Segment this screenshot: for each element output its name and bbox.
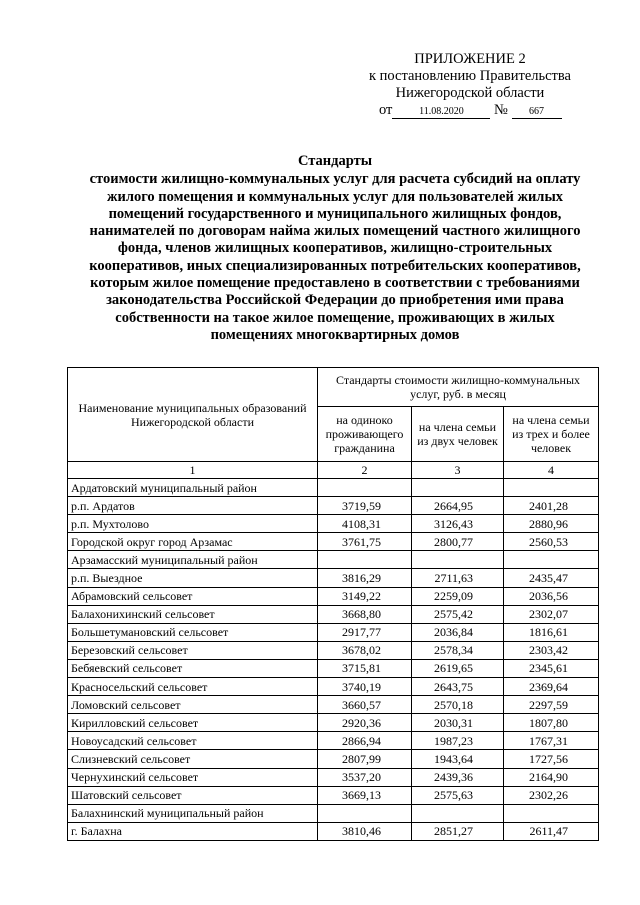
table-row — [68, 659, 599, 677]
cell-single-person-value: 3668,80 — [318, 605, 412, 623]
column-number: 4 — [504, 462, 599, 479]
title-line: нанимателей по договорам найма жилых помещений частного жилищного — [89, 223, 581, 240]
date-prefix: от — [379, 102, 393, 118]
cell-two-person-value: 2259,09 — [412, 587, 504, 605]
decree-number: 667 — [512, 106, 562, 119]
cell-two-person-value: 2439,36 — [412, 768, 504, 786]
header-three-plus-family: на члена семьи из трех и более человек — [504, 407, 599, 462]
title-line: законодательства Российской Федерации до приобретения ими права — [106, 292, 564, 309]
cell-municipality-name: Новоусадский сельсовет — [68, 732, 318, 750]
cell-three-plus-value: 1816,61 — [504, 623, 599, 641]
standards-table — [67, 367, 599, 841]
number-prefix: № — [494, 102, 508, 118]
cell-three-plus-value: 2435,47 — [504, 569, 599, 587]
cell-single-person-value: 3719,59 — [318, 497, 412, 515]
title-line: помещениях многоквартирных домов — [210, 326, 460, 343]
cell-municipality-name: р.п. Ардатов — [68, 497, 318, 515]
cell-municipality-name: г. Балахна — [68, 822, 318, 840]
cell-three-plus-value: 2560,53 — [504, 533, 599, 551]
cell-three-plus-value: 2401,28 — [504, 497, 599, 515]
cell-three-plus-value — [504, 551, 599, 569]
title-line: собственности на такое жилое помещение, проживающих в жилых — [115, 309, 555, 326]
cell-three-plus-value: 1807,80 — [504, 714, 599, 732]
cell-three-plus-value: 1727,56 — [504, 750, 599, 768]
cell-single-person-value — [318, 479, 412, 497]
table-row — [68, 605, 599, 623]
cell-three-plus-value: 2302,26 — [504, 786, 599, 804]
cell-two-person-value: 2711,63 — [412, 569, 504, 587]
cell-two-person-value: 2036,84 — [412, 623, 504, 641]
cell-three-plus-value: 2611,47 — [504, 822, 599, 840]
cell-three-plus-value: 2164,90 — [504, 768, 599, 786]
cell-municipality-name: Ардатовский муниципальный район — [68, 479, 318, 497]
cell-three-plus-value: 2302,07 — [504, 605, 599, 623]
table-row — [68, 750, 599, 768]
cell-two-person-value: 2030,31 — [412, 714, 504, 732]
cell-municipality-name: Ломовский сельсовет — [68, 696, 318, 714]
cell-municipality-name: Слизневский сельсовет — [68, 750, 318, 768]
title-heading: Стандарты — [297, 153, 373, 169]
cell-single-person-value: 3810,46 — [318, 822, 412, 840]
cell-single-person-value: 3740,19 — [318, 678, 412, 696]
cell-two-person-value: 2643,75 — [412, 678, 504, 696]
cell-municipality-name: Абрамовский сельсовет — [68, 587, 318, 605]
document-title — [40, 153, 630, 344]
cell-two-person-value — [412, 804, 504, 822]
table-row — [68, 515, 599, 533]
cell-municipality-name: Красносельский сельсовет — [68, 678, 318, 696]
table-body — [68, 479, 599, 841]
cell-two-person-value: 2575,63 — [412, 786, 504, 804]
appendix-label: ПРИЛОЖЕНИЕ 2 — [414, 51, 526, 67]
cell-municipality-name: р.п. Выездное — [68, 569, 318, 587]
table-row — [68, 497, 599, 515]
cell-municipality-name: Балахнинский муниципальный район — [68, 804, 318, 822]
cell-single-person-value: 3669,13 — [318, 786, 412, 804]
table-row — [68, 551, 599, 569]
cell-municipality-name: р.п. Мухтолово — [68, 515, 318, 533]
cell-municipality-name: Балахонихинский сельсовет — [68, 605, 318, 623]
table-row — [68, 804, 599, 822]
title-line: фонда, членов жилищных кооперативов, жилищно-строительных — [117, 240, 553, 257]
cell-three-plus-value — [504, 479, 599, 497]
header-two-person-family: на члена семьи из двух человек — [412, 407, 504, 462]
table-row — [68, 587, 599, 605]
cell-municipality-name: Березовский сельсовет — [68, 641, 318, 659]
cell-three-plus-value: 2303,42 — [504, 641, 599, 659]
title-line: кооперативов, иных специализированных потребительских кооперативов, — [89, 257, 581, 274]
cell-two-person-value — [412, 551, 504, 569]
decree-date: 11.08.2020 — [392, 106, 490, 119]
cell-municipality-name: Бебяевский сельсовет — [68, 659, 318, 677]
registration-line — [379, 102, 562, 119]
cell-single-person-value — [318, 551, 412, 569]
cell-single-person-value: 3761,75 — [318, 533, 412, 551]
cell-two-person-value: 3126,43 — [412, 515, 504, 533]
cell-two-person-value: 2619,65 — [412, 659, 504, 677]
title-line: жилого помещения и коммунальных услуг для пользователей жилых — [106, 188, 564, 205]
table-row — [68, 641, 599, 659]
cell-single-person-value: 4108,31 — [318, 515, 412, 533]
cell-municipality-name: Городской округ город Арзамас — [68, 533, 318, 551]
cell-three-plus-value: 2345,61 — [504, 659, 599, 677]
cell-two-person-value: 2575,42 — [412, 605, 504, 623]
title-line: которым жилое помещение предоставлено в соответствии с требованиями — [90, 275, 580, 292]
cell-two-person-value: 1987,23 — [412, 732, 504, 750]
title-line: стоимости жилищно-коммунальных услуг для расчета субсидий на оплату — [89, 171, 581, 188]
table-row — [68, 678, 599, 696]
cell-three-plus-value: 1767,31 — [504, 732, 599, 750]
header-standards-group: Стандарты стоимости жилищно-коммунальных услуг, руб. в месяц — [318, 368, 599, 407]
cell-single-person-value: 3715,81 — [318, 659, 412, 677]
appendix-region-line: Нижегородской области — [395, 85, 545, 101]
header-municipality: Наименование муниципальных образований Нижегородской области — [68, 368, 318, 462]
cell-single-person-value: 3816,29 — [318, 569, 412, 587]
cell-municipality-name: Шатовский сельсовет — [68, 786, 318, 804]
cell-three-plus-value: 2880,96 — [504, 515, 599, 533]
title-line: помещений государственного и муниципального жилищных фондов, — [108, 205, 562, 222]
cell-municipality-name: Арзамасский муниципальный район — [68, 551, 318, 569]
cell-two-person-value — [412, 479, 504, 497]
cell-three-plus-value: 2036,56 — [504, 587, 599, 605]
cell-single-person-value: 2807,99 — [318, 750, 412, 768]
cell-municipality-name: Кирилловский сельсовет — [68, 714, 318, 732]
appendix-header — [340, 51, 600, 102]
cell-single-person-value: 3149,22 — [318, 587, 412, 605]
table-row — [68, 732, 599, 750]
table-row — [68, 479, 599, 497]
cell-single-person-value: 2917,77 — [318, 623, 412, 641]
cell-single-person-value: 3537,20 — [318, 768, 412, 786]
cell-single-person-value: 2920,36 — [318, 714, 412, 732]
column-number: 1 — [68, 462, 318, 479]
column-number: 2 — [318, 462, 412, 479]
cell-two-person-value: 2578,34 — [412, 641, 504, 659]
cell-single-person-value: 3660,57 — [318, 696, 412, 714]
cell-single-person-value: 3678,02 — [318, 641, 412, 659]
appendix-decree-line: к постановлению Правительства — [369, 68, 571, 84]
cell-two-person-value: 2664,95 — [412, 497, 504, 515]
column-number: 3 — [412, 462, 504, 479]
cell-three-plus-value: 2369,64 — [504, 678, 599, 696]
table-row — [68, 623, 599, 641]
cell-two-person-value: 2851,27 — [412, 822, 504, 840]
cell-single-person-value: 2866,94 — [318, 732, 412, 750]
cell-single-person-value — [318, 804, 412, 822]
table-row — [68, 696, 599, 714]
cell-municipality-name: Большетумановский сельсовет — [68, 623, 318, 641]
table-row — [68, 822, 599, 840]
table-row — [68, 786, 599, 804]
cell-two-person-value: 2800,77 — [412, 533, 504, 551]
cell-two-person-value: 1943,64 — [412, 750, 504, 768]
table-row — [68, 768, 599, 786]
table-row — [68, 714, 599, 732]
table-row — [68, 569, 599, 587]
table-row — [68, 533, 599, 551]
cell-three-plus-value — [504, 804, 599, 822]
cell-municipality-name: Чернухинский сельсовет — [68, 768, 318, 786]
cell-two-person-value: 2570,18 — [412, 696, 504, 714]
cell-three-plus-value: 2297,59 — [504, 696, 599, 714]
header-single-person: на одиноко проживающего гражданина — [318, 407, 412, 462]
